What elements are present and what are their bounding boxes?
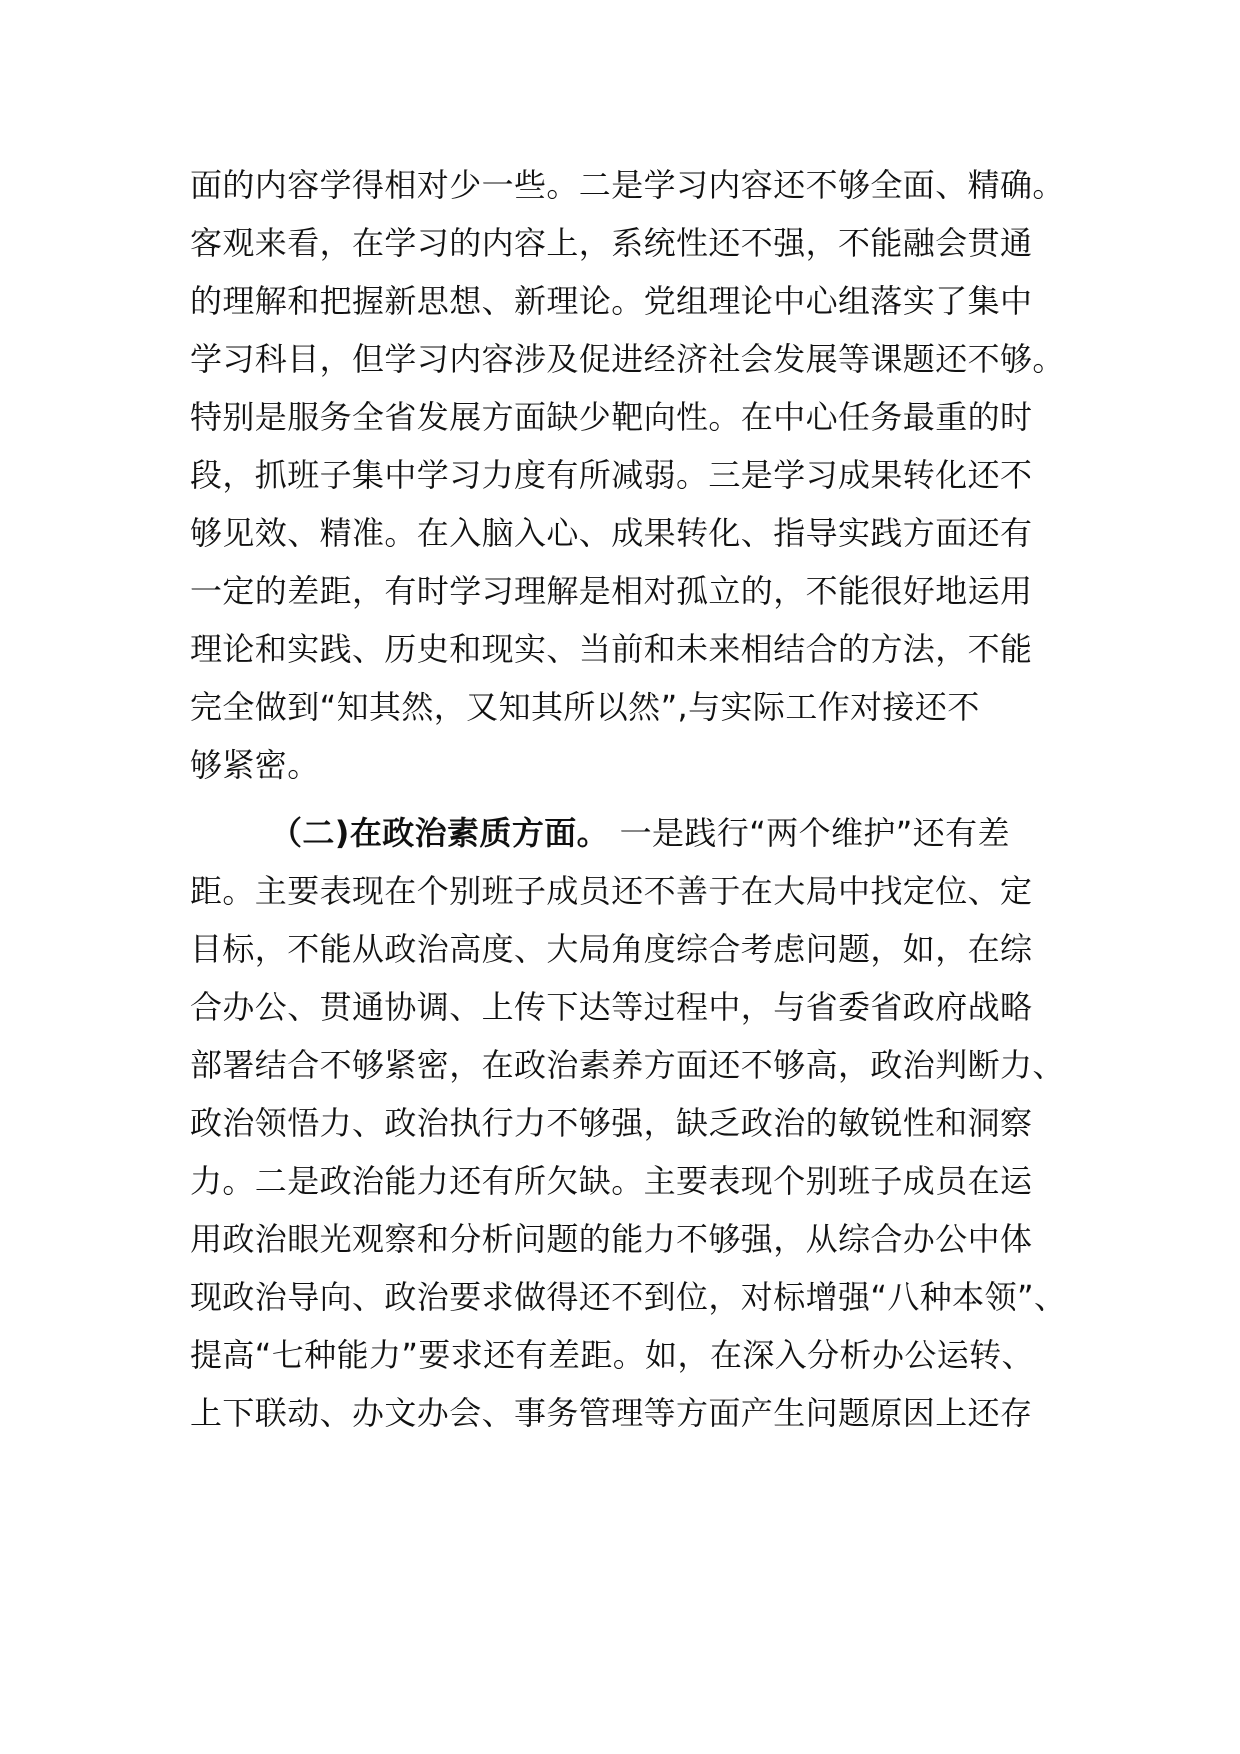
text-line: 现政治导向、政治要求做得还不到位，对标增强“八种本领”、	[190, 1278, 1067, 1316]
paragraph-political-quality	[190, 804, 1090, 1442]
text-line: 上下联动、办文办会、事务管理等方面产生问题原因上还存	[190, 1394, 1033, 1432]
section-first-line-text: 一是践行“两个维护”还有差	[609, 814, 1010, 852]
body-text	[190, 156, 1090, 1442]
text-line: 理论和实践、历史和现实、当前和未来相结合的方法，不能	[190, 630, 1033, 668]
text-line: 段，抓班子集中学习力度有所减弱。三是学习成果转化还不	[190, 456, 1033, 494]
section-first-line	[190, 804, 1090, 862]
text-line: 目标，不能从政治高度、大局角度综合考虑问题，如，在综	[190, 930, 1033, 968]
text-line: 够见效、精准。在入脑入心、成果转化、指导实践方面还有	[190, 514, 1033, 552]
text-line: 提高“七种能力”要求还有差距。如，在深入分析办公运转、	[190, 1336, 1034, 1374]
paragraph-learning	[190, 156, 1090, 794]
text-line: 客观来看，在学习的内容上，系统性还不强，不能融会贯通	[190, 224, 1033, 262]
text-line: 的理解和把握新思想、新理论。党组理论中心组落实了集中	[190, 282, 1033, 320]
text-line: 够紧密。	[190, 746, 320, 784]
text-line: 学习科目，但学习内容涉及促进经济社会发展等课题还不够。	[190, 340, 1065, 378]
text-line: 力。二是政治能力还有所欠缺。主要表现个别班子成员在运	[190, 1162, 1033, 1200]
text-line: 合办公、贯通协调、上传下达等过程中，与省委省政府战略	[190, 988, 1033, 1026]
text-line: 距。主要表现在个别班子成员还不善于在大局中找定位、定	[190, 872, 1033, 910]
text-line: 一定的差距，有时学习理解是相对孤立的，不能很好地运用	[190, 572, 1033, 610]
section-heading: （二)在政治素质方面。	[270, 814, 610, 852]
text-line: 完全做到“知其然，又知其所以然”,与实际工作对接还不	[190, 688, 980, 726]
text-line: 部署结合不够紧密，在政治素养方面还不够高，政治判断力、	[190, 1046, 1065, 1084]
text-line: 政治领悟力、政治执行力不够强，缺乏政治的敏锐性和洞察	[190, 1104, 1033, 1142]
paragraph-spacer	[190, 794, 1090, 804]
text-line: 用政治眼光观察和分析问题的能力不够强，从综合办公中体	[190, 1220, 1033, 1258]
text-line: 面的内容学得相对少一些。二是学习内容还不够全面、精确。	[190, 166, 1065, 204]
text-line: 特别是服务全省发展方面缺少靶向性。在中心任务最重的时	[190, 398, 1033, 436]
